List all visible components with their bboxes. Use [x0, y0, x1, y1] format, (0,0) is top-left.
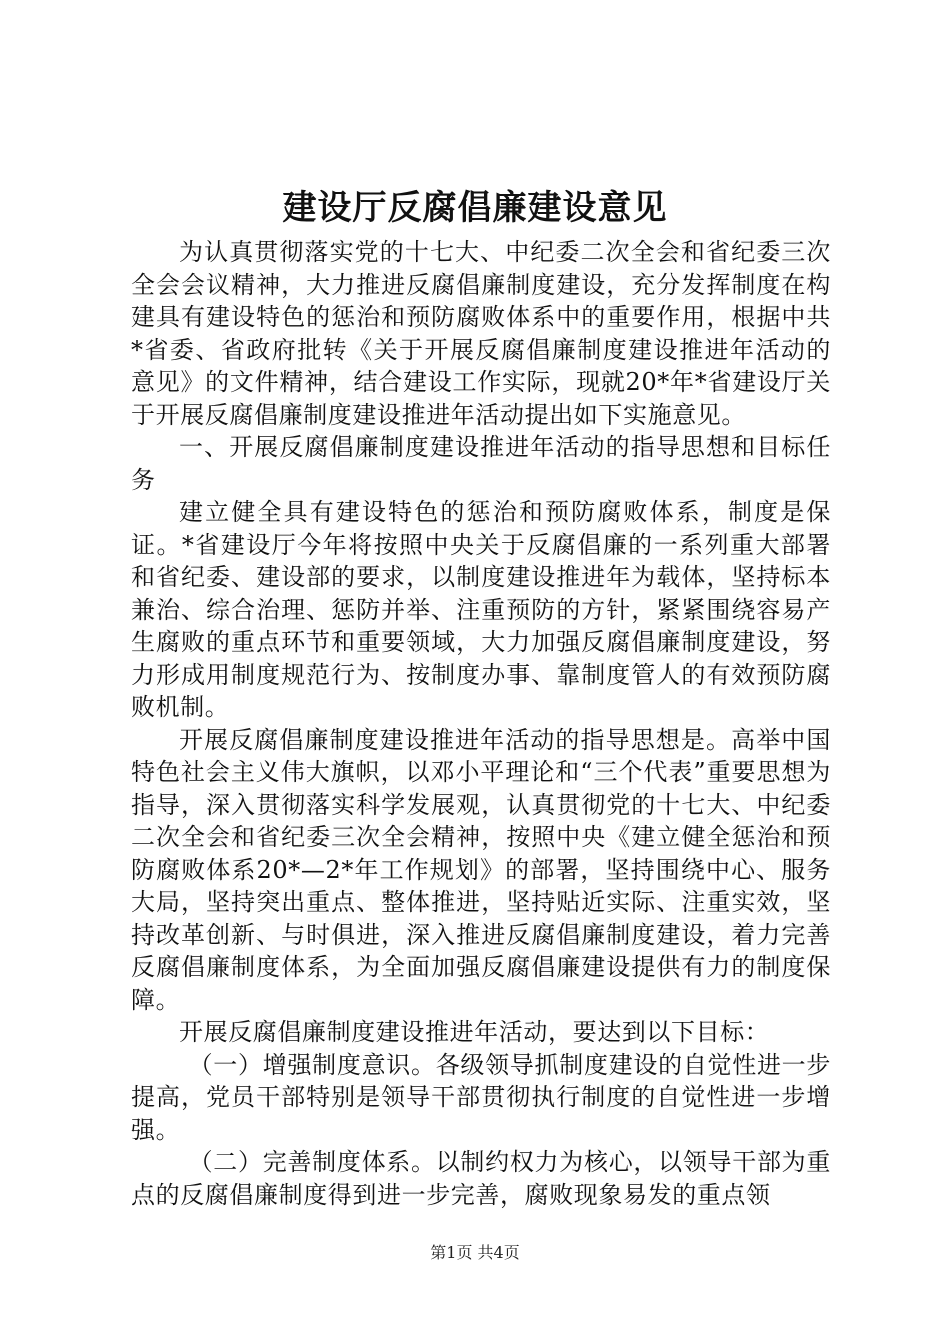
document-title: 建设厅反腐倡廉建设意见: [282, 188, 668, 228]
section-heading-1: 一、开展反腐倡廉制度建设推进年活动的指导思想和目标任务: [131, 433, 831, 494]
paragraph-intro: 为认真贯彻落实党的十七大、中纪委二次全会和省纪委三次全会会议精神，大力推进反腐倡廉制度建设，充分发挥制度在构建具有建设特色的惩治和预防腐败体系中的重要作用，根据中共*省委、省政府批转《关于开展反腐倡廉制度建设推进年活动的意见》的文件精神，结合建设工作实际，现就20*年*省建设厅关于开展反腐倡廉制度建设推进年活动提出如下实施意见。: [131, 238, 831, 429]
paragraph-goal-2: （二）完善制度体系。以制约权力为核心，以领导干部为重点的反腐倡廉制度得到进一步完善，腐败现象易发的重点领: [131, 1148, 831, 1209]
page-number-footer: 第1页 共4页: [430, 1243, 520, 1262]
paragraph-goals-intro: 开展反腐倡廉制度建设推进年活动，要达到以下目标：: [179, 1018, 770, 1046]
paragraph-guiding-ideology: 开展反腐倡廉制度建设推进年活动的指导思想是。高举中国特色社会主义伟大旗帜，以邓小平理论和“三个代表”重要思想为指导，深入贯彻落实科学发展观，认真贯彻党的十七大、中纪委二次全会和省纪委三次全会精神，按照中央《建立健全惩治和预防腐败体系20*—2*年工作规划》的部署，坚持围绕中心、服务大局，坚持突出重点、整体推进，坚持贴近实际、注重实效，坚持改革创新、与时俱进，深入推进反腐倡廉制度建设，着力完善反腐倡廉制度体系，为全面加强反腐倡廉建设提供有力的制度保障。: [131, 725, 831, 1014]
paragraph-goal-1: （一）增强制度意识。各级领导抓制度建设的自觉性进一步提高，党员干部特别是领导干部贯彻执行制度的自觉性进一步增强。: [131, 1050, 831, 1144]
document-body: [131, 236, 831, 1211]
paragraph-system: 建立健全具有建设特色的惩治和预防腐败体系，制度是保证。*省建设厅今年将按照中央关于反腐倡廉的一系列重大部署和省纪委、建设部的要求，以制度建设推进年为载体，坚持标本兼治、综合治理、惩防并举、注重预防的方针，紧紧围绕容易产生腐败的重点环节和重要领域，大力加强反腐倡廉制度建设，努力形成用制度规范行为、按制度办事、靠制度管人的有效预防腐败机制。: [131, 498, 831, 721]
